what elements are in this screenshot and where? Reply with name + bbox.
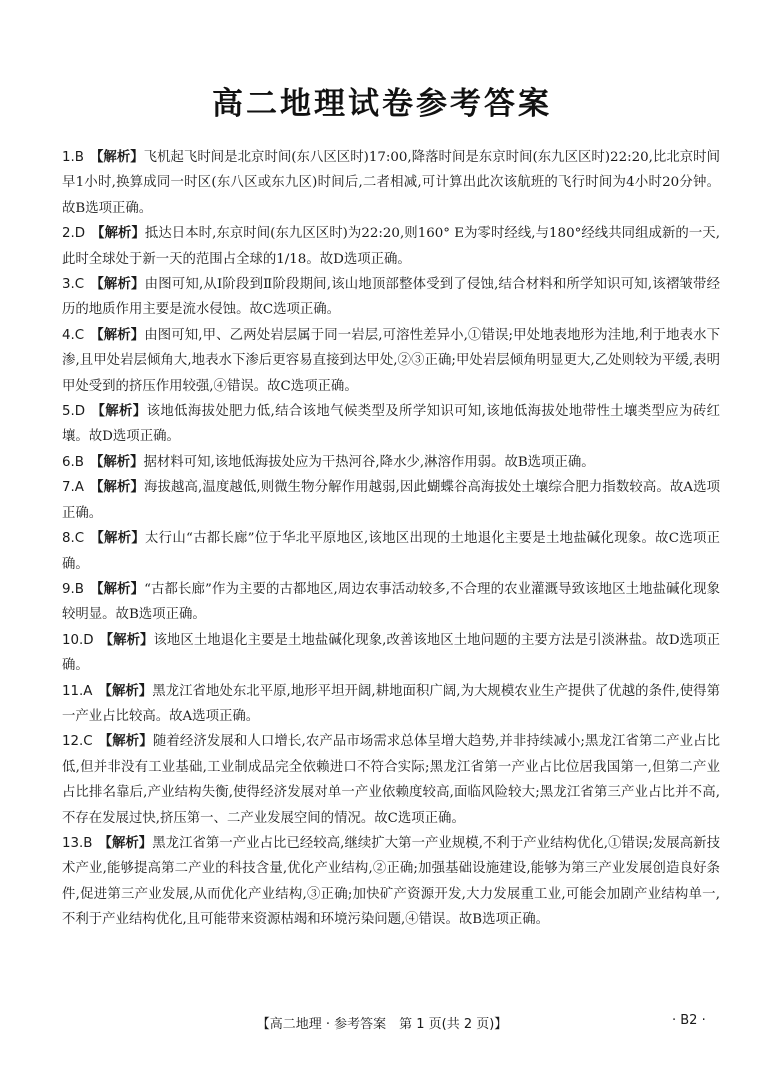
analysis-tag: 【解析】 bbox=[90, 327, 145, 343]
answer-item bbox=[62, 145, 720, 221]
question-number: 1. bbox=[62, 150, 75, 165]
answer-letter: D bbox=[83, 632, 94, 648]
answer-letter: B bbox=[74, 150, 84, 165]
answer-list bbox=[62, 145, 720, 933]
analysis-tag: 【解析】 bbox=[98, 835, 153, 851]
answer-item bbox=[62, 221, 720, 272]
answer-letter: C bbox=[74, 327, 85, 343]
analysis-tag: 【解析】 bbox=[98, 734, 153, 750]
analysis-tag: 【解析】 bbox=[90, 531, 146, 547]
analysis-tag: 【解析】 bbox=[99, 632, 154, 648]
question-number: 8. bbox=[62, 531, 75, 547]
answer-letter: C bbox=[74, 531, 85, 547]
analysis-tag: 【解析】 bbox=[89, 454, 144, 470]
analysis-text: 该地区土地退化主要是土地盐碱化现象,改善该地区土地问题的主要方法是引淡淋盐。故D选项正确。 bbox=[62, 632, 721, 674]
analysis-text: 太行山“古都长廊”位于华北平原地区,该地区出现的土地退化主要是土地盐碱化现象。故C选项正确。 bbox=[62, 531, 721, 572]
question-number: 5. bbox=[62, 404, 75, 420]
answer-item bbox=[62, 450, 720, 475]
analysis-tag: 【解析】 bbox=[91, 226, 145, 242]
analysis-text: 抵达日本时,东京时间(东九区区时)为22:20,则160° E为零时经线,与180°经线共同组成新的一天,此时全球处于新一天的范围占全球的1/18。故D选项正确。 bbox=[62, 226, 720, 267]
answer-item bbox=[62, 272, 720, 323]
analysis-text: 黑龙江省第一产业占比已经较高,继续扩大第一产业规模,不利于产业结构优化,①错误;发展高新技术产业,能够提高第二产业的科技含量,优化产业结构,②正确;加强基础设施建设,能够为第三产业发展创造良好条件,促进第三产业发展,从而优化产业结构,③正确;加快矿产资源开发,大力发展重工业,可能会加剧产业结构单一,不利于产业结构优化,且可能带来资源枯竭和环境污染问题,④错误。故B选项正确。 bbox=[62, 835, 720, 928]
question-number: 4. bbox=[62, 327, 75, 343]
answer-item bbox=[62, 628, 720, 679]
answer-letter: D bbox=[74, 226, 86, 242]
analysis-text: 黑龙江省地处东北平原,地形平坦开阔,耕地面积广阔,为大规模农业生产提供了优越的条件,使得第一产业占比较高。故A选项正确。 bbox=[62, 683, 720, 724]
analysis-text: 飞机起飞时间是北京时间(东八区区时)17:00,降落时间是东京时间(东九区区时)22:20,比北京时间早1小时,换算成同一时区(东八区或东九区)时间后,二者相减,可计算出此次该航班的飞行时间为4小时20分钟。故B选项正确。 bbox=[62, 150, 720, 216]
answer-letter: A bbox=[74, 480, 84, 496]
question-number: 7. bbox=[62, 480, 75, 496]
answer-item bbox=[62, 475, 720, 526]
answer-item bbox=[62, 399, 720, 450]
analysis-text: “古都长廊”作为主要的古都地区,周边农事活动较多,不合理的农业灌溉导致该地区土地盐碱化现象较明显。故B选项正确。 bbox=[62, 581, 721, 623]
analysis-tag: 【解析】 bbox=[89, 150, 144, 165]
answer-item bbox=[62, 679, 720, 730]
question-number: 2. bbox=[62, 226, 75, 242]
question-number: 13. bbox=[62, 835, 84, 851]
question-number: 10. bbox=[62, 632, 84, 648]
answer-item bbox=[62, 526, 720, 577]
answer-letter: B bbox=[74, 454, 84, 470]
analysis-text: 由图可知,甲、乙两处岩层属于同一岩层,可溶性差异小,①错误;甲处地表地形为洼地,利于地表水下渗,且甲处岩层倾角大,地表水下渗后更容易直接到达甲处,②③正确;甲处岩层倾角明显更大,乙处则较为平缓,表明甲处受到的挤压作用较强,④错误。故C选项正确。 bbox=[62, 327, 720, 394]
answer-letter: C bbox=[74, 277, 85, 293]
analysis-text: 由图可知,从Ⅰ阶段到Ⅱ阶段期间,该山地顶部整体受到了侵蚀,结合材料和所学知识可知,该褶皱带经历的地质作用主要是流水侵蚀。故C选项正确。 bbox=[62, 277, 721, 318]
analysis-text: 海拔越高,温度越低,则微生物分解作用越弱,因此蝴蝶谷高海拔处土壤综合肥力指数较高。故A选项正确。 bbox=[62, 480, 721, 521]
answer-letter: B bbox=[74, 581, 84, 597]
analysis-tag: 【解析】 bbox=[90, 277, 145, 293]
analysis-text: 该地低海拔处肥力低,结合该地气候类型及所学知识可知,该地低海拔处地带性土壤类型应为砖红壤。故D选项正确。 bbox=[62, 404, 721, 445]
answer-item bbox=[62, 831, 720, 933]
question-number: 3. bbox=[62, 277, 75, 293]
question-number: 9. bbox=[62, 581, 75, 597]
page-code: · B2 · bbox=[672, 1013, 706, 1028]
answer-item bbox=[62, 323, 720, 399]
question-number: 11. bbox=[62, 683, 84, 699]
answer-letter: C bbox=[83, 734, 93, 750]
page-footer: 【高二地理 · 参考答案 第 1 页(共 2 页)】 bbox=[256, 1017, 508, 1032]
page-title: 高二地理试卷参考答案 bbox=[212, 86, 552, 122]
answer-item bbox=[62, 577, 720, 628]
question-number: 6. bbox=[62, 454, 75, 470]
answer-letter: D bbox=[74, 404, 86, 420]
analysis-tag: 【解析】 bbox=[91, 404, 147, 420]
analysis-text: 随着经济发展和人口增长,农产品市场需求总体呈增大趋势,并非持续减小;黑龙江省第二产业占比低,但并非没有工业基础,工业制成品完全依赖进口不符合实际;黑龙江省第一产业占比位居我国第一,但第二产业占比排名靠后,产业结构失衡,使得经济发展对单一产业依赖度较高,面临风险较大;黑龙江省第三产业占比并不高,不存在发展过快,挤压第一、二产业发展空间的情况。故C选项正确。 bbox=[62, 734, 721, 826]
answer-letter: B bbox=[83, 835, 93, 851]
analysis-text: 据材料可知,该地低海拔处应为干热河谷,降水少,淋溶作用弱。故B选项正确。 bbox=[143, 454, 595, 470]
analysis-tag: 【解析】 bbox=[98, 683, 153, 699]
answer-letter: A bbox=[83, 683, 93, 699]
analysis-tag: 【解析】 bbox=[89, 581, 145, 597]
analysis-tag: 【解析】 bbox=[89, 480, 145, 496]
question-number: 12. bbox=[62, 734, 84, 750]
answer-item bbox=[62, 729, 720, 831]
